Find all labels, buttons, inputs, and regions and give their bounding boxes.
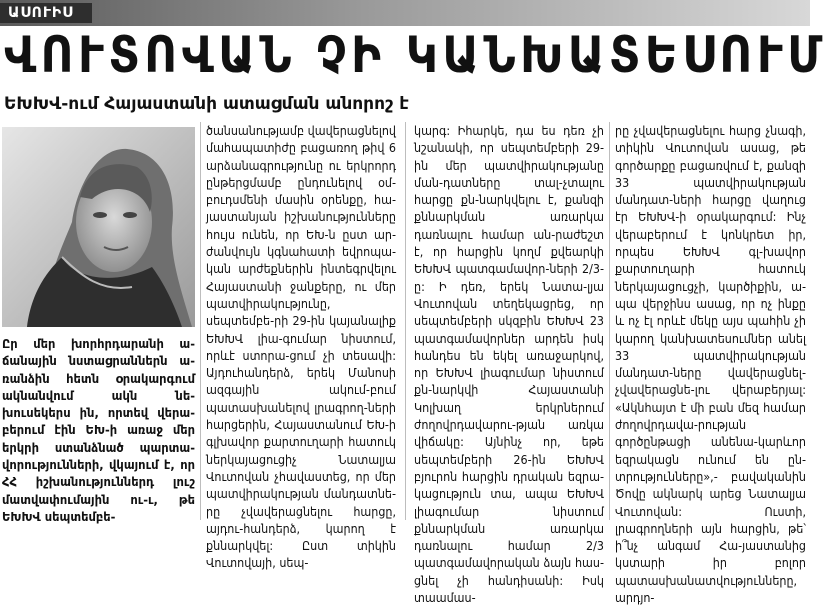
column-divider bbox=[405, 122, 406, 520]
article-text: րը չվավերացնելու հարց չնագի, տիկին Վուտովան ասաց, թե գործարքը բացառվում է, քանզի 33 պատվիրակության մանդատ-ների հարցը վաղուց էր ԵԽԽՎ-ի օրակարգում: Ինչ վերաբերում է կոնկրետ իր, որպես ԵԽԽՎ գլ-խավոր քարտուղարի հատուկ ներկայացուցչի, կարծիքին, ա-պա վերջինս ասաց, որ ոչ ինքը և ոչ էլ որևէ մեկը այս պահին չի կարող կանխատեսումներ անել 33 պատվիրակության մանդատ-ները վավերացնել-չվավերացնե-լու վերաբերյալ: «Ակնհայտ է մի բան մեզ համար ժողովրդավա-րության գործընթացի անենա-կարևոր եզրակացն ունում են ըն-տրությունները»,- բավականին Ծովը ակնարկ արեց Նատալյա Վուտովան: Ուստի, լրագրողների այն հարցին, թե՝ ի՞նչ անգամ Հա-յաստանից կստարի իր բոլոր պատասխանատվությունները, արդյո- bbox=[615, 123, 806, 606]
article-column-4 bbox=[615, 122, 806, 606]
article-text: ծանսանությամբ վավերացնելով մահապատիժը բացառող թիվ 6 արձանագրությունը ու երկրորդ ընթերցմամբ ընդունելով օմ-բուդսմենի մասին օրենքը, հա-յաստանյան իշխանությունները հույս ունեն, որ ԵԽ-ն ըստ ար-ժանվույն կգնահատի եվրոպա-կան արժեքներին ինտեգրվելու Հայաստանի ջանքերը, ու մեր պատվիրակությունը, սեպտեմբե-րի 29-ին կայանալիք ԵԽԽՎ լիա-գումար նիստում, որևէ ստորա-ցում չի տեսավի: Այդուհանդերձ, երեկ Մանոսի ազգային ակում-բում պատասխանելով լրագրող-ների հարցերին, Հայաստանում ԵԽ-ի գլխավոր քարտուղարի հատուկ ներկայացուցիչ Նատալյա Վուտովան չհավաստեց, որ մեր պատվիրակության մանդատնե-րը չվավերացնելու հարցը, այդու-հանդերձ, կարող է քննարկվել: Ըստ տիկին Վուտովայի, սեպ- bbox=[206, 123, 396, 571]
column-divider bbox=[200, 122, 201, 520]
portrait-photo-icon bbox=[2, 127, 195, 327]
article-lead-column bbox=[2, 336, 195, 525]
article-column-3 bbox=[414, 122, 604, 606]
subheadline: ԵԽԽՎ-ում Հայաստանի ատացման անորոշ է bbox=[4, 94, 409, 114]
rubric-label: ԱՍՈՒԻՍ bbox=[0, 3, 92, 23]
article-column-2 bbox=[206, 122, 396, 571]
portrait-photo bbox=[2, 127, 195, 327]
article-lead-text: Ըր մեր խորհրդարանի ա-ճանային նստացրաններն ա-ռանձին հետն օրակարգում ակնանվում ակն նե-խուսեկերս ին, որտեվ վերա-բերում էին ԵԽ-ի առաջ մեր երկրի ստանձնած պարտա-վորությունների, վկայում է, որ ՀՀ իշխանություններդ լուշ մատվափումային ու-ւ, թե ԵԽԽՎ սեպտեմբե- bbox=[2, 337, 195, 525]
headline: ՎՈՒՏՈՎԱՆ ՉԻ ԿԱՆԽԱՏԵՍՈՒՄ bbox=[4, 26, 827, 84]
rubric-bar bbox=[0, 0, 810, 26]
column-divider bbox=[609, 122, 610, 520]
article-text: կարգ: Իհարկե, դա ես դեռ չի նշանակի, որ սեպտեմբերի 29-ին մեր պատվիրակությանը ման-դատները տալ-չտալու հարցը քն-նարկվելու է, քանզի քննարկման առարկա դառնալու համար ան-րաժեշտ է, որ հարցին կողմ քվեարկի ԵԽԽՎ պատգամավոր-ների 2/3-ը: Ի դեռ, երեկ Նատա-լյա Վուտովան տեղեկացրեց, որ սեպտեմբերի սկզբին ԵԽԽՎ 23 պատգամավորներ արդեն իսկ հանդես են եկել առաջարկով, որ ԵԽԽՎ լիագումար նիստում քն-նարկվի Հայաստանի Կոլխաղ երկրներում ժողովրդավարու-թյան առկա վիճակը: Այնինչ որ, եթե սեպտեմբերի 26-ին ԵԽԽՎ բյուրոն հարցին դրական եզրա-կացություն տա, ապա ԵԽԽՎ լիագումար նիստում քննարկման առարկա դառնալու համար 2/3 պատգամավորական ձայն հաս-ցնել չի հանդիսանի: Իսկ տաամաս- bbox=[414, 123, 604, 606]
